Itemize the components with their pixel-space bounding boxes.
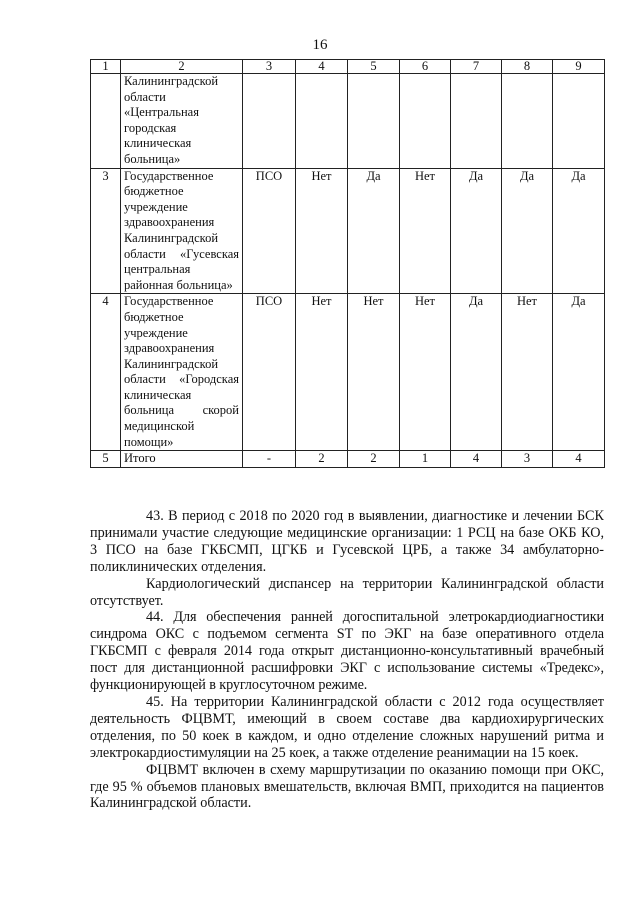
- page-number: 16: [312, 37, 328, 53]
- table-cell: Нет: [400, 168, 451, 294]
- table-cell: Нет: [296, 168, 348, 294]
- paragraph-45: 45. На территории Калининградской области с 2012 года осуществляет деятельность ФЦВМТ, имеющий в своем составе два кардиохирургических отделения, по 50 коек в каждом, и одно отделение сложных нарушений ритма и электрокардиостимуляции на 25 коек, а также отделение реанимации на 15 коек.: [90, 693, 604, 761]
- table-row: [91, 294, 605, 451]
- column-header: 5: [348, 60, 400, 74]
- table-header-row: [91, 60, 605, 74]
- organization-name: Государственное бюджетное учреждение здравоохранения Калининградской области «Городская клиническая больница скорой медицинской помощи»: [121, 294, 243, 451]
- column-header: 2: [121, 60, 243, 74]
- column-header: 9: [553, 60, 605, 74]
- table-cell: Да: [502, 168, 553, 294]
- table-cell: [553, 74, 605, 169]
- table-cell: Да: [451, 168, 502, 294]
- table-row-total: [91, 451, 605, 468]
- table-cell: [296, 74, 348, 169]
- table-row: [91, 168, 605, 294]
- paragraph-43: 43. В период с 2018 по 2020 год в выявлении, диагностике и лечении БСК принимали участие следующие медицинские организации: 1 РСЦ на базе ОКБ КО, 3 ПСО на базе ГКБСМП, ЦГКБ и Гусевской ЦРБ, а также 34 амбулаторно-поликлинических отделения.: [90, 508, 604, 575]
- table-cell: Нет: [348, 294, 400, 451]
- table-cell: 4: [451, 451, 502, 468]
- body-text: [90, 508, 604, 812]
- table-cell: [348, 74, 400, 169]
- table-cell: 3: [502, 451, 553, 468]
- row-number: 3: [91, 168, 121, 294]
- organization-name: Калининградской области «Центральная городская клиническая больница»: [121, 74, 243, 169]
- table-cell: 2: [348, 451, 400, 468]
- table-row: [91, 74, 605, 169]
- table-cell: Нет: [400, 294, 451, 451]
- table-cell: 1: [400, 451, 451, 468]
- table-cell: -: [243, 451, 296, 468]
- table-cell: ПСО: [243, 294, 296, 451]
- table-cell: [243, 74, 296, 169]
- table-cell: Да: [451, 294, 502, 451]
- column-header: 1: [91, 60, 121, 74]
- table-cell: Нет: [296, 294, 348, 451]
- table-cell: [400, 74, 451, 169]
- column-header: 8: [502, 60, 553, 74]
- total-label: Итого: [121, 451, 243, 468]
- table-cell: Да: [553, 168, 605, 294]
- organization-name: Государственное бюджетное учреждение здравоохранения Калининградской области «Гусевская центральная районная больница»: [121, 168, 243, 294]
- table-cell: Нет: [502, 294, 553, 451]
- table-cell: Да: [553, 294, 605, 451]
- paragraph-cardio-dispensary: Кардиологический диспансер на территории Калининградской области отсутствует.: [90, 575, 604, 609]
- column-header: 7: [451, 60, 502, 74]
- table-cell: 2: [296, 451, 348, 468]
- paragraph-fcvmt-routing: ФЦВМТ включен в схему маршрутизации по оказанию помощи при ОКС, где 95 % объемов плановых вмешательств, включая ВМП, приходится на пациентов Калининградской области.: [90, 761, 604, 812]
- column-header: 3: [243, 60, 296, 74]
- row-number: 5: [91, 451, 121, 468]
- table-cell: [502, 74, 553, 169]
- column-header: 6: [400, 60, 451, 74]
- table-cell: 4: [553, 451, 605, 468]
- table-cell: [451, 74, 502, 169]
- column-header: 4: [296, 60, 348, 74]
- table-cell: ПСО: [243, 168, 296, 294]
- paragraph-44: 44. Для обеспечения ранней догоспитальной элетрокардиодиагностики синдрома ОКС с подъемом сегмента ST по ЭКГ на базе оперативного отдела ГКБСМП с февраля 2014 года открыт дистанционно-консультативный врачебный пост для дистанционной расшифровки ЭКГ с использование системы «Тредекс», функционирующей в круглосуточном режиме.: [90, 609, 604, 694]
- row-number: 4: [91, 294, 121, 451]
- row-number: [91, 74, 121, 169]
- organizations-table: [90, 59, 605, 468]
- table-cell: Да: [348, 168, 400, 294]
